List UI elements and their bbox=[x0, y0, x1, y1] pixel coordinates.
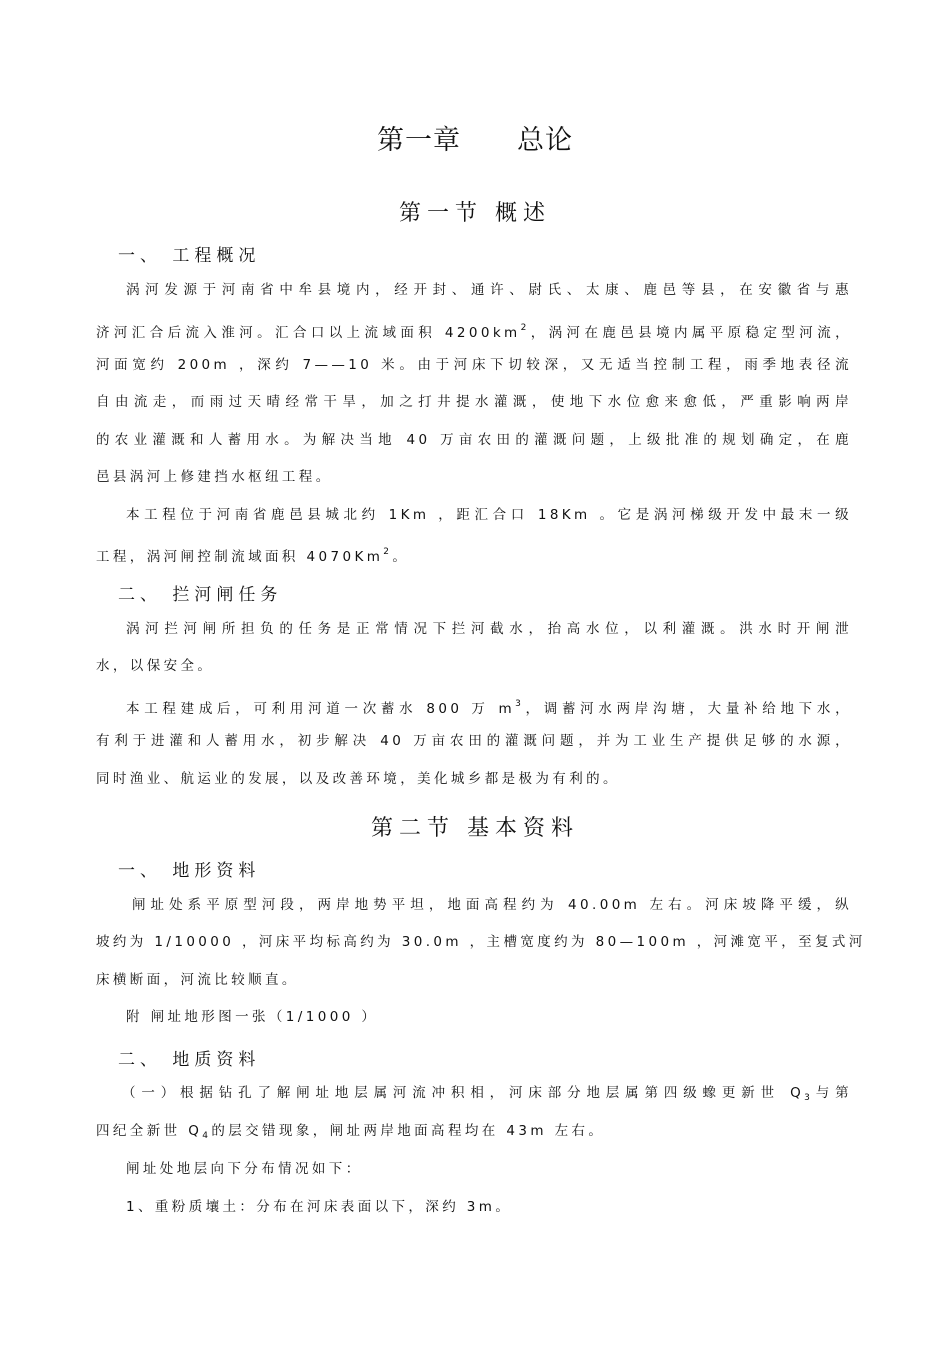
section-number: 第二节 bbox=[370, 816, 455, 841]
heading-geology-data: 二、 地质资料 bbox=[118, 1050, 261, 1070]
section-name: 概述 bbox=[495, 201, 552, 226]
paragraph-line: 本工程位于河南省鹿邑县城北约 1Km ，距汇合口 18Km 。它是涡河梯级开发中最末一级 bbox=[126, 507, 852, 523]
attachment-note: 附 闸址地形图一张（1/1000 ） bbox=[126, 1009, 379, 1025]
paragraph-line: 水，以保安全。 bbox=[96, 658, 215, 674]
paragraph-line: 涡河拦河闸所担负的任务是正常情况下拦河截水，抬高水位，以利灌溉。洪水时开闸泄 bbox=[126, 621, 852, 637]
paragraph-line: 工程，涡河闸控制流域面积 4070Km$^2$。 bbox=[96, 547, 410, 565]
section-number: 第一节 bbox=[398, 201, 483, 226]
section-title-overview bbox=[0, 196, 950, 227]
section-name: 基本资料 bbox=[467, 816, 580, 841]
paragraph-line: 同时渔业、航运业的发展，以及改善环境，美化城乡都是极为有利的。 bbox=[96, 771, 620, 787]
paragraph-line: 的农业灌溉和人蓄用水。为解决当地 40 万亩农田的灌溉问题，上级批准的规划确定，在鹿 bbox=[96, 432, 852, 448]
paragraph-line: 有利于进灌和人蓄用水，初步解决 40 万亩农田的灌溉问题，并为工业生产提供足够的水源， bbox=[96, 733, 852, 749]
paragraph-line: 济河汇合后流入淮河。汇合口以上流域面积 $4200km^2$，涡河在鹿邑县境内属平原稳定型河流， bbox=[96, 323, 853, 341]
paragraph-line: 四纪全新世 $Q_4$的层交错现象，闸址两岸地面高程均在 43m 左右。 bbox=[96, 1123, 606, 1141]
paragraph-line: 河面宽约 200m ，深约 7——10 米。由于河床下切较深，又无适当控制工程，雨季地表径流 bbox=[96, 357, 852, 373]
paragraph-line: 1、重粉质壤土：分布在河床表面以下，深约 3m。 bbox=[126, 1199, 513, 1215]
paragraph-line: 本工程建成后，可利用河道一次蓄水 800 万 $m^3$，调蓄河水两岸沟塘，大量补给地下水， bbox=[126, 699, 852, 717]
heading-project-overview: 一、 工程概况 bbox=[118, 246, 261, 266]
heading-terrain-data: 一、 地形资料 bbox=[118, 861, 261, 881]
paragraph-line: 涡河发源于河南省中牟县境内，经开封、通许、尉氏、太康、鹿邑等县，在安徽省与惠 bbox=[126, 282, 852, 298]
paragraph-line: 邑县涡河上修建挡水枢纽工程。 bbox=[96, 469, 333, 485]
paragraph-line: 自由流走，而雨过天晴经常干旱，加之打井提水灌溉，使地下水位愈来愈低，严重影响两岸 bbox=[96, 394, 852, 410]
paragraph-line: 闸址处系平原型河段，两岸地势平坦，地面高程约为 40.00m 左右。河床坡降平缓，纵 bbox=[132, 897, 852, 913]
chapter-number: 第一章 bbox=[377, 125, 461, 156]
section-title-basic-data bbox=[0, 811, 950, 842]
paragraph-line: 坡约为 1/10000 ，河床平均标高约为 30.0m ，主槽宽度约为 80—100m ，河滩宽平，至复式河 bbox=[96, 934, 866, 950]
chapter-title bbox=[0, 118, 950, 157]
paragraph-line: （一）根据钻孔了解闸址地层属河流冲积相，河床部分地层属第四级蟓更新世 $Q_3$与第 bbox=[122, 1085, 852, 1103]
paragraph-line: 闸址处地层向下分布情况如下： bbox=[126, 1161, 363, 1177]
paragraph-line: 床横断面，河流比较顺直。 bbox=[96, 972, 299, 988]
chapter-name: 总论 bbox=[517, 125, 573, 156]
heading-gate-tasks: 二、 拦河闸任务 bbox=[118, 585, 283, 605]
